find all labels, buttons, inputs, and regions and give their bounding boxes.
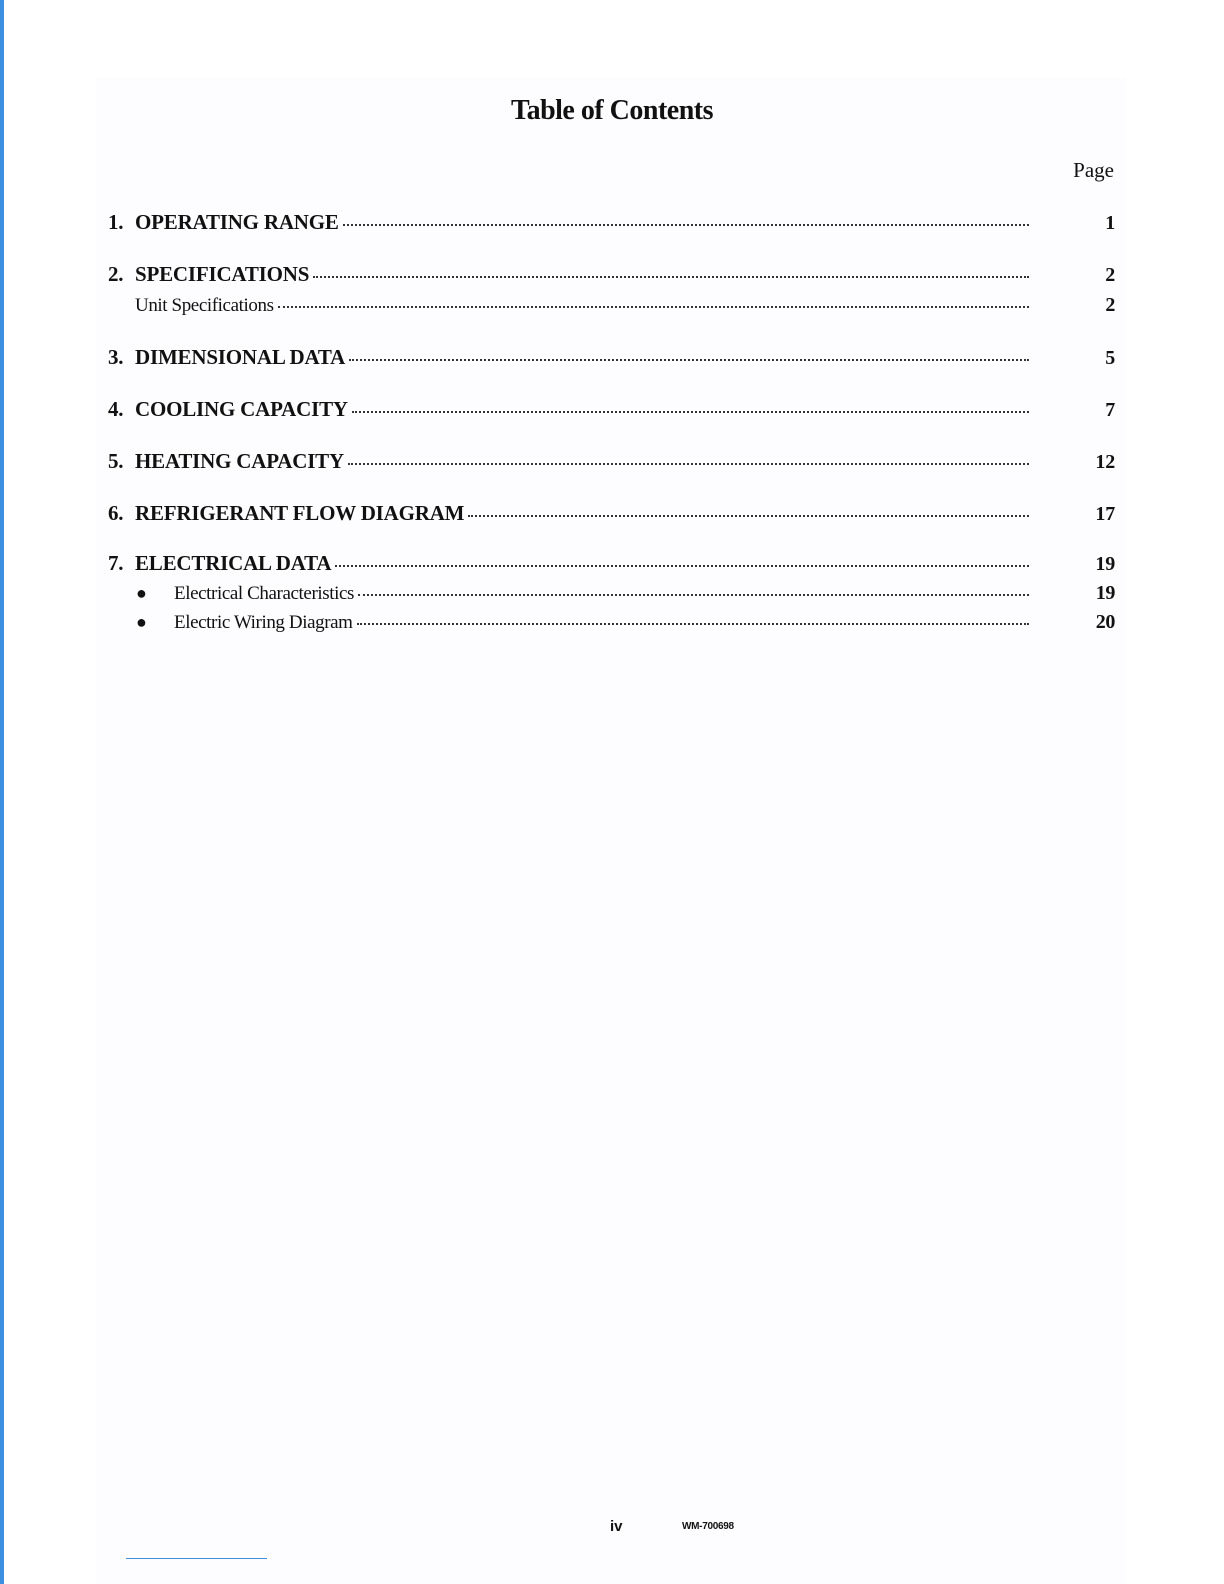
toc-entry-operating-range[interactable] [108,210,1115,235]
toc-entry-page: 1 [1105,212,1115,234]
toc-entry-page: 5 [1105,347,1115,369]
toc-entry-number: 7. [108,551,124,575]
toc-entry-electrical-data[interactable] [108,551,1115,576]
toc-subentry-electrical-characteristics[interactable] [108,582,1115,605]
footer-rule [126,1558,267,1559]
toc-entry-label: Electric Wiring Diagram [174,612,353,633]
toc-entry-label: Electrical Characteristics [174,583,355,604]
toc-entry-page: 2 [1105,294,1115,316]
toc-entry-number: 3. [108,345,124,369]
toc-entry-refrigerant-flow-diagram[interactable] [108,501,1115,526]
page-title: Table of Contents [510,95,714,126]
toc-entry-number: 6. [108,501,124,525]
toc-entry-number: 5. [108,449,124,473]
toc-entry-number: 2. [108,262,124,286]
toc-entry-cooling-capacity[interactable] [108,397,1115,422]
toc-entry-dimensional-data[interactable] [108,345,1115,370]
dot-leader [349,359,1029,361]
toc-entry-label: ELECTRICAL DATA [135,551,332,575]
dot-leader [348,463,1029,465]
toc-entry-number: 1. [108,210,124,234]
dot-leader [358,594,1029,596]
toc-entry-page: 2 [1105,264,1115,286]
toc-entry-label: OPERATING RANGE [135,210,339,234]
toc-entry-label: COOLING CAPACITY [135,397,348,421]
dot-leader [357,623,1029,625]
toc-entry-label: Unit Specifications [135,295,274,316]
toc-entry-page: 7 [1105,399,1115,421]
dot-leader [352,411,1029,413]
toc-entry-specifications[interactable] [108,262,1115,287]
bullet-icon: ● [136,612,147,632]
toc-subentry-unit-specifications[interactable] [108,294,1115,317]
dot-leader [313,276,1029,278]
dot-leader [335,565,1029,567]
page-column-heading: Page [1073,158,1114,182]
toc-entry-number: 4. [108,397,124,421]
document-code: WM-700698 [682,1521,734,1532]
toc-entry-page: 12 [1095,451,1115,473]
dot-leader [343,224,1029,226]
viewer-left-edge [0,0,4,1584]
toc-entry-label: REFRIGERANT FLOW DIAGRAM [135,501,465,525]
toc-entry-label: SPECIFICATIONS [135,262,310,286]
toc-entry-page: 17 [1095,503,1115,525]
dot-leader [278,306,1029,308]
dot-leader [468,515,1029,517]
toc-subentry-electric-wiring-diagram[interactable] [108,611,1115,634]
page-folio: iv [610,1518,623,1535]
bullet-icon: ● [136,583,147,603]
toc-entry-label: DIMENSIONAL DATA [135,345,346,369]
toc-entry-label: HEATING CAPACITY [135,449,344,473]
toc-entry-page: 19 [1095,582,1115,604]
toc-entry-page: 19 [1095,553,1115,575]
toc-entry-page: 20 [1095,611,1115,633]
toc-entry-heating-capacity[interactable] [108,449,1115,474]
